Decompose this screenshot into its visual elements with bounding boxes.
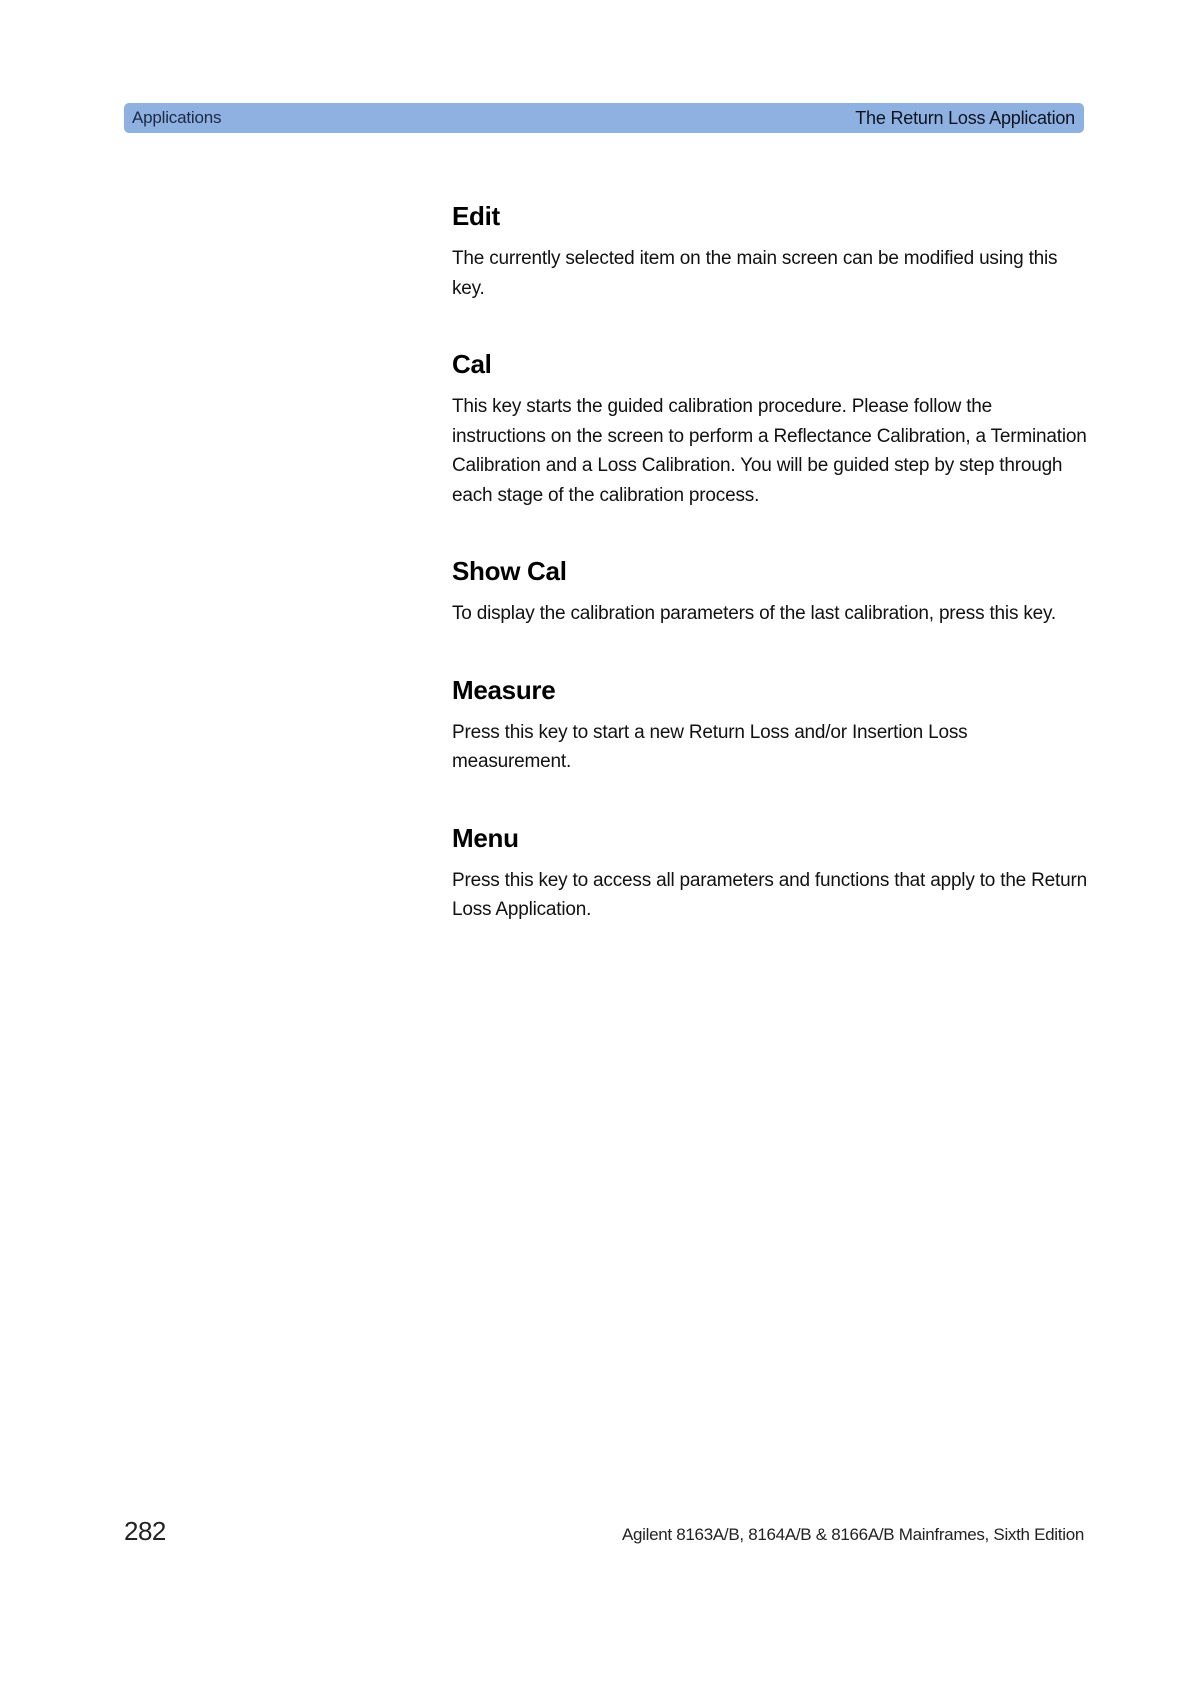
section-body: The currently selected item on the main screen can be modified using this key.: [452, 248, 1058, 299]
section-body: Press this key to access all parameters and functions that apply to the Return Loss Application.: [452, 869, 1087, 920]
header-chapter-title: Applications: [132, 108, 222, 127]
main-content: [452, 200, 1092, 970]
footer-document-title: Agilent 8163A/B, 8164A/B & 8166A/B Mainframes, Sixth Edition: [621, 1525, 1084, 1544]
section-measure: [452, 674, 1092, 777]
section-body: To display the calibration parameters of the last calibration, press this key.: [452, 603, 1056, 624]
section-body: Press this key to start a new Return Loss and/or Insertion Loss measurement.: [452, 721, 968, 772]
section-heading: Cal: [452, 349, 492, 379]
section-show-cal: [452, 555, 1092, 629]
section-edit: [452, 200, 1092, 303]
section-body: This key starts the guided calibration procedure. Please follow the instructions on the screen to perform a Reflectance Calibration, a Termination Calibration and a Loss Calibration. You will be guided step by step through each stage of the calibration process.: [452, 396, 1087, 506]
section-heading: Edit: [452, 201, 500, 231]
section-heading: Measure: [452, 674, 556, 705]
running-header: [124, 103, 1084, 133]
section-cal: [452, 348, 1092, 510]
section-heading: Menu: [452, 822, 519, 853]
header-section-title: The Return Loss Application: [855, 108, 1075, 128]
page-number: 282: [124, 1516, 166, 1546]
section-menu: [452, 822, 1092, 925]
section-heading: Show Cal: [452, 556, 567, 586]
